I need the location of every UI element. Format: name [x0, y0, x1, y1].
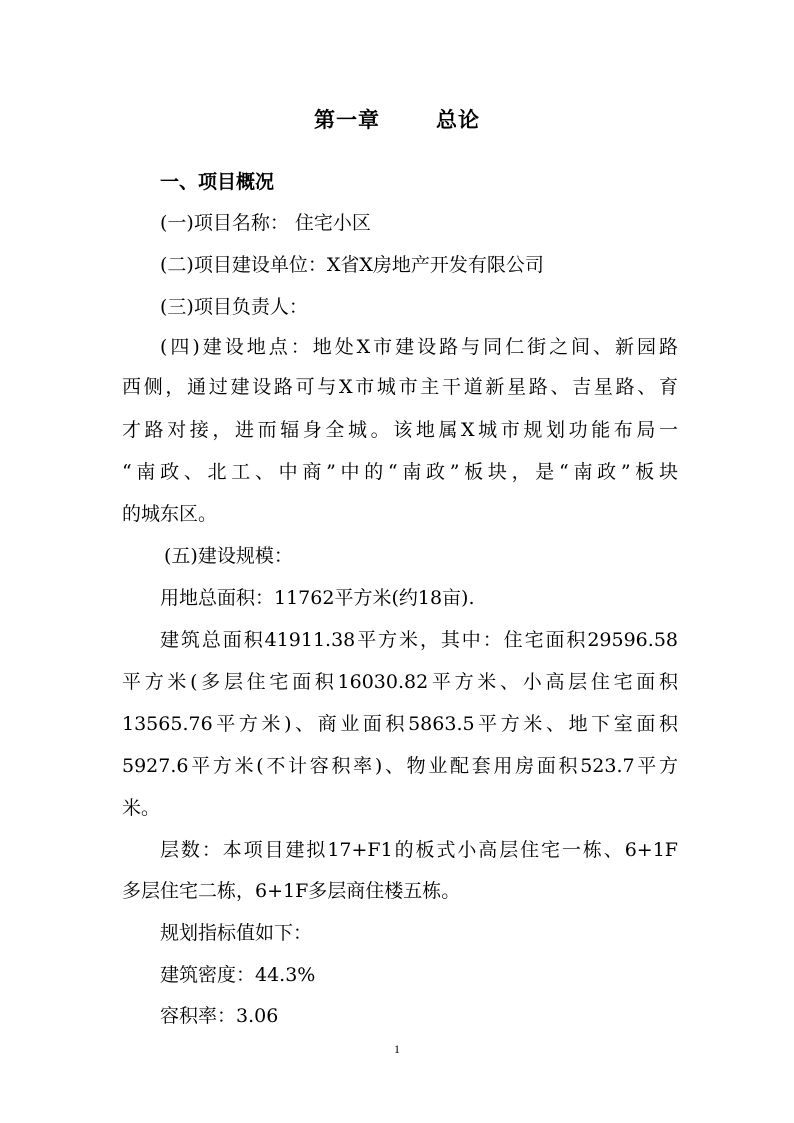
paragraph-line: 多层住宅二栋，6+1F多层商住楼五栋。 [122, 880, 461, 902]
paragraph-line: “南政、北工、中商”中的“南政”板块，是“南政”板块 [122, 461, 678, 483]
paragraph-line: 的城东区。 [122, 503, 218, 525]
paragraph-line: (四)建设地点：地处X市建设路与同仁街之间、新园路 [160, 336, 678, 358]
building-density-line: 建筑密度：44.3% [160, 964, 316, 986]
paragraph-line: 才路对接，进而辐身全城。该地属X城市规划功能布局一 [122, 419, 678, 441]
indicator-heading-line: 规划指标值如下： [160, 922, 313, 944]
scale-heading-line: (五)建设规模： [164, 545, 293, 567]
chapter-name: 总论 [436, 107, 480, 132]
chapter-title [0, 104, 794, 134]
section-heading: 一、项目概况 [160, 171, 275, 193]
page-number: 1 [394, 1042, 400, 1056]
paragraph-line: 西侧，通过建设路可与X市城市主干道新星路、吉星路、育 [122, 376, 678, 398]
paragraph-line: 建筑总面积41911.38平方米，其中：住宅面积29596.58 [160, 629, 678, 651]
plot-ratio-line: 容积率：3.06 [160, 1005, 279, 1027]
paragraph-line: 层数：本项目建拟17+F1的板式小高层住宅一栋、6+1F [160, 839, 678, 861]
paragraph-line: 米。 [122, 797, 161, 819]
paragraph-line: 13565.76平方米)、商业面积5863.5平方米、地下室面积 [122, 713, 678, 735]
project-name-line: (一)项目名称： 住宅小区 [160, 212, 371, 234]
paragraph-line: 平方米(多层住宅面积16030.82平方米、小高层住宅面积 [122, 671, 678, 693]
land-area-line: 用地总面积：11762平方米(约18亩). [160, 587, 475, 609]
chapter-number: 第一章 [314, 107, 380, 132]
project-unit-line: (二)项目建设单位：X省X房地产开发有限公司 [160, 254, 544, 276]
paragraph-line: 5927.6平方米(不计容积率)、物业配套用房面积523.7平方 [122, 755, 678, 777]
project-leader-line: (三)项目负责人： [160, 296, 308, 318]
